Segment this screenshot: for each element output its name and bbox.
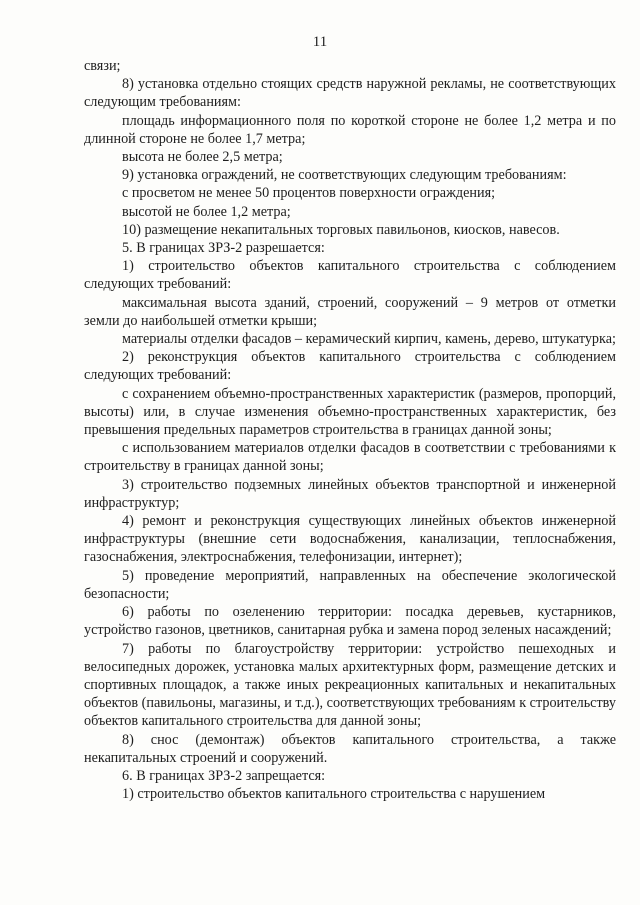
paragraph: 8) установка отдельно стоящих средств наружной рекламы, не соответствующих следующим требованиям:: [84, 76, 616, 111]
paragraph: 5) проведение мероприятий, направленных на обеспечение экологической безопасности;: [84, 567, 616, 602]
paragraph: с использованием материалов отделки фасадов в соответствии с требованиями к строительству в границах данной зоны;: [84, 440, 616, 475]
paragraph: площадь информационного поля по короткой стороне не более 1,2 метра и по длинной стороне не более 1,7 метра;: [84, 112, 616, 147]
paragraph: 8) снос (демонтаж) объектов капитального строительства, а также некапитальных строений и сооружений.: [84, 731, 616, 766]
section-heading: 6. В границах ЗРЗ-2 запрещается:: [122, 767, 326, 784]
paragraph: 6) работы по озеленению территории: посадка деревьев, кустарников, устройство газонов, цветников, санитарная рубка и замена пород зеленых насаждений;: [84, 604, 616, 639]
paragraph: 3) строительство подземных линейных объектов транспортной и инженерной инфраструктур;: [84, 476, 616, 511]
paragraph: 10) размещение некапитальных торговых павильонов, киосков, навесов.: [122, 221, 560, 238]
paragraph: материалы отделки фасадов – керамический кирпич, камень, дерево, штукатурка;: [122, 331, 616, 348]
paragraph: 7) работы по благоустройству территории: устройство пешеходных и велосипедных дорожек, установка малых архитектурных форм, размещение детских и спортивных площадок, а также иных рекреационных капитальных и некапитальных объектов (павильоны, магазины, и т.д.), соответствующих требованиям к строительству объектов капитального строительства для данной зоны;: [84, 640, 616, 730]
paragraph: 1) строительство объектов капитального строительства с соблюдением следующих требований:: [84, 258, 616, 293]
paragraph: максимальная высота зданий, строений, сооружений – 9 метров от отметки земли до наибольшей отметки крыши;: [84, 294, 616, 329]
paragraph: с просветом не менее 50 процентов поверхности ограждения;: [122, 185, 496, 202]
paragraph: 4) ремонт и реконструкция существующих линейных объектов инженерной инфраструктуры (внешние сети водоснабжения, канализации, теплоснабжения, газоснабжения, электроснабжения, телефонизации, интернет);: [84, 513, 616, 566]
page-number: 11: [312, 34, 328, 50]
paragraph: 1) строительство объектов капитального строительства с нарушением: [122, 786, 546, 803]
paragraph: высотой не более 1,2 метра;: [122, 203, 291, 220]
paragraph: 2) реконструкция объектов капитального строительства с соблюдением следующих требований:: [84, 349, 616, 384]
paragraph: связи;: [84, 58, 121, 74]
paragraph: с сохранением объемно-пространственных характеристик (размеров, пропорций, высоты) или, в случае изменения объемно-пространственных характеристик, без превышения предельных параметров строительства в границах данной зоны;: [84, 385, 616, 439]
section-heading: 5. В границах ЗРЗ-2 разрешается:: [122, 240, 325, 257]
paragraph: высота не более 2,5 метра;: [122, 149, 283, 166]
paragraph: 9) установка ограждений, не соответствующих следующим требованиям:: [122, 167, 567, 184]
document-body: [84, 57, 616, 803]
